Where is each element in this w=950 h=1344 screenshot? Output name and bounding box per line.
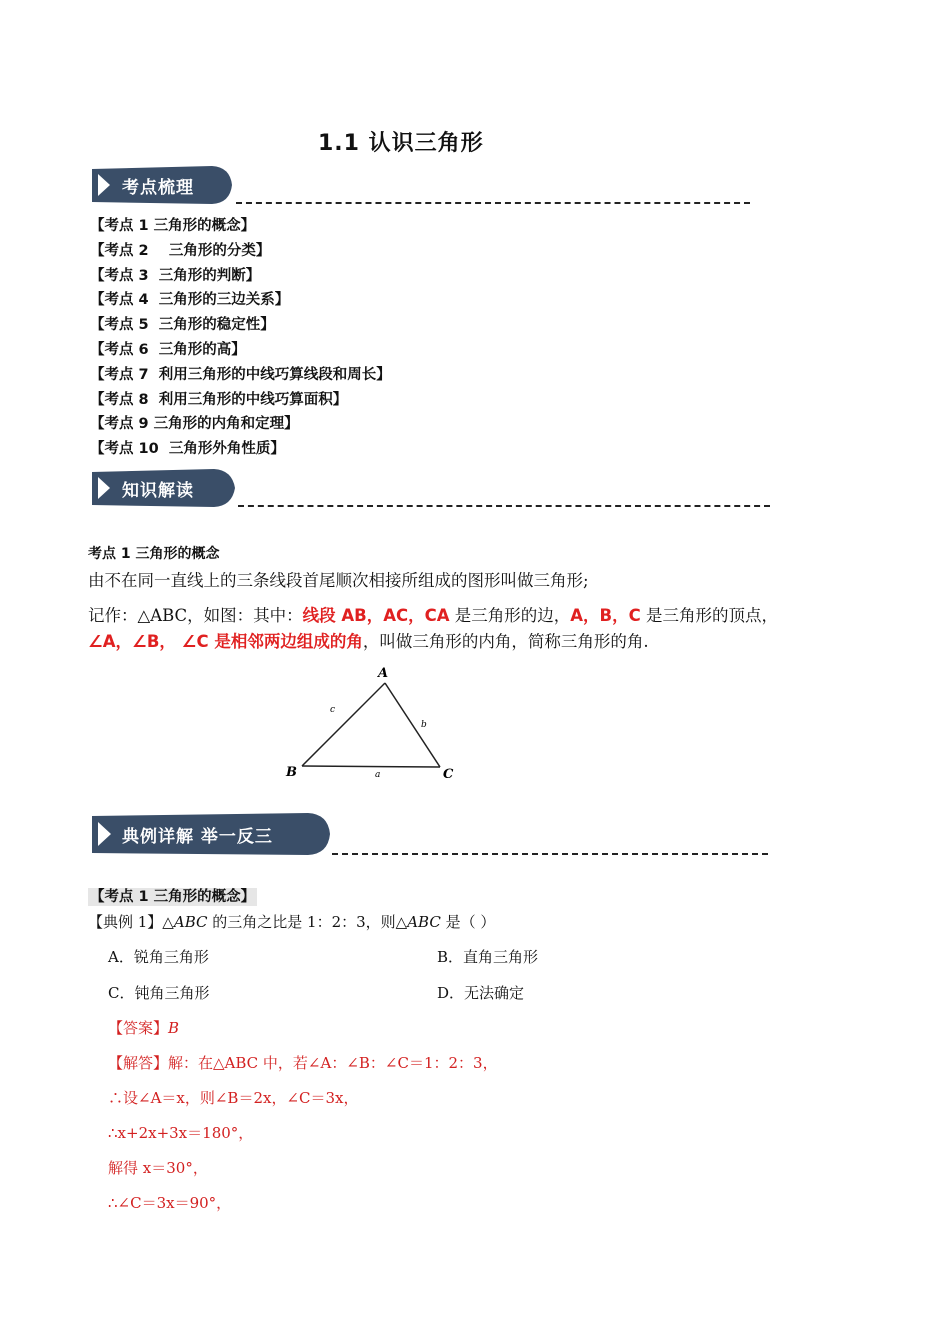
highlight-text: A，B，C xyxy=(570,606,641,625)
list-item: 【考点 2 三角形的分类】 xyxy=(90,242,271,259)
section-banner-zhishi xyxy=(90,468,238,508)
page-title: 1.1 认识三角形 xyxy=(318,131,484,156)
text-span: 的三角之比是 1：2：3，则△ xyxy=(207,913,408,931)
side-label-a: a xyxy=(375,770,381,780)
list-item: 【考点 6 三角形的高】 xyxy=(90,341,246,358)
solution-line-1 xyxy=(108,1052,498,1073)
dashed-divider xyxy=(332,853,768,855)
list-item: 【考点 9 三角形的内角和定理】 xyxy=(90,416,299,433)
solution-line-5: ∴∠C＝3x＝90°， xyxy=(108,1194,232,1212)
section-banner-kaodian xyxy=(90,165,235,205)
option-a: A．锐角三角形 xyxy=(108,948,209,966)
section-banner-dianli xyxy=(90,812,332,852)
list-item: 【考点 4 三角形的三边关系】 xyxy=(90,292,290,309)
list-item: 【考点 3 三角形的判断】 xyxy=(90,267,261,284)
text-span: 记作：△ABC，如图：其中： xyxy=(88,606,303,625)
text-span: ABC xyxy=(173,913,208,931)
list-item: 【考点 5 三角形的稳定性】 xyxy=(90,317,275,334)
list-item: 【考点 7 利用三角形的中线巧算线段和周长】 xyxy=(90,366,391,383)
highlight-text: ∠A，∠B， ∠C 是相邻两边组成的角 xyxy=(88,632,363,651)
dashed-divider xyxy=(236,202,750,204)
text-span: 解：在△ABC 中，若∠A：∠B：∠C＝1：2：3， xyxy=(168,1054,498,1072)
banner-label: 考点梳理 xyxy=(122,178,194,198)
section-heading: 考点 1 三角形的概念 xyxy=(88,546,220,562)
definition-text: 由不在同一直线上的三条线段首尾顺次相接所组成的图形叫做三角形; xyxy=(88,571,589,590)
text-span: 是三角形的顶点， xyxy=(640,606,778,625)
solution-label: 【解答】 xyxy=(108,1054,169,1072)
topic-list xyxy=(90,214,391,462)
option-b: B．直角三角形 xyxy=(437,948,539,966)
vertex-label-A: A xyxy=(378,666,389,681)
side-label-c: c xyxy=(330,705,336,715)
solution-line-3: ∴x+2x+3x＝180°， xyxy=(108,1124,254,1142)
banner-label: 知识解读 xyxy=(122,481,194,501)
vertex-label-C: C xyxy=(443,767,454,782)
triangle-figure xyxy=(278,660,468,785)
tag-label: 【考点 1 三角形的概念】 xyxy=(90,889,256,905)
list-item: 【考点 8 利用三角形的中线巧算面积】 xyxy=(90,391,348,408)
list-item: 【考点 1 三角形的概念】 xyxy=(90,218,256,234)
highlight-text: 线段 AB，AC，CA xyxy=(302,606,450,625)
notation-line xyxy=(88,602,778,626)
text-span: 是（ ） xyxy=(440,913,496,931)
answer-label: 【答案】 xyxy=(108,1019,169,1037)
text-span: 【典例 1】△ xyxy=(88,913,174,931)
text-span: ，叫做三角形的内角，简称三角形的角. xyxy=(362,632,649,651)
angle-line xyxy=(88,628,649,652)
answer-value: B xyxy=(168,1019,180,1037)
option-d: D．无法确定 xyxy=(437,984,525,1002)
text-span: ABC xyxy=(407,913,441,931)
list-item: 【考点 10 三角形外角性质】 xyxy=(90,441,285,458)
example-question xyxy=(88,911,495,932)
dashed-divider xyxy=(238,505,770,507)
banner-label: 典例详解 举一反三 xyxy=(122,827,273,847)
side-label-b: b xyxy=(421,720,427,730)
option-c: C．钝角三角形 xyxy=(108,984,210,1002)
solution-line-2: ∴设∠A＝x，则∠B＝2x，∠C＝3x， xyxy=(108,1089,359,1107)
text-span: 是三角形的边， xyxy=(449,606,571,625)
answer-line xyxy=(108,1017,179,1038)
vertex-label-B: B xyxy=(286,765,297,780)
solution-line-4: 解得 x＝30°， xyxy=(108,1159,208,1177)
example-tag xyxy=(88,885,257,906)
